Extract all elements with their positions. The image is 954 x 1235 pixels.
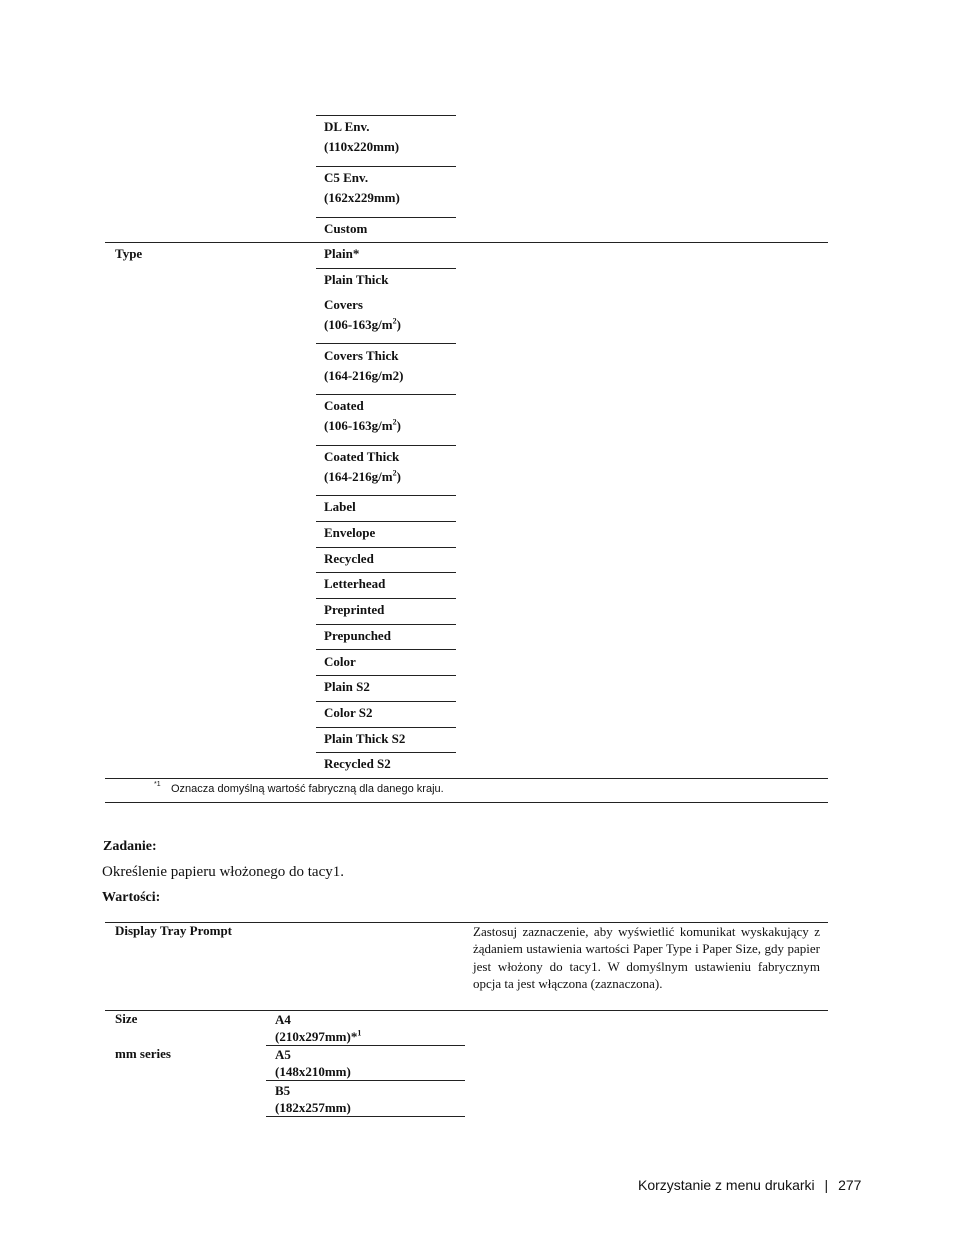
option-color-s2: Color S2 <box>324 705 373 720</box>
option-plain-thick: Plain Thick <box>324 272 389 287</box>
footnote-text: Oznacza domyślną wartość fabryczną dla danego kraju. <box>171 783 444 795</box>
size-option-a5: A5 (148x210mm) <box>275 1047 351 1079</box>
option-preprinted: Preprinted <box>324 602 385 617</box>
option-covers: Covers $(106-163g/m^2)$ <box>324 297 401 332</box>
page-number: 277 <box>838 1177 862 1193</box>
size-option-b5: B5 (182x257mm) <box>275 1083 351 1115</box>
type-label: Type <box>115 246 143 261</box>
page-footer <box>638 1177 861 1193</box>
mm-series-label: mm series <box>115 1046 171 1061</box>
option-recycled-s2: Recycled S2 <box>324 756 391 771</box>
option-coated-thick: Coated Thick $(164-216g/m^2)$ <box>324 449 401 484</box>
option-prepunched: Prepunched <box>324 628 391 643</box>
option-plain: Plain* <box>324 246 360 261</box>
option-letterhead: Letterhead <box>324 576 386 591</box>
option-label: Label <box>324 499 356 514</box>
footer-separator: | <box>824 1177 829 1193</box>
option-plain-s2: Plain S2 <box>324 679 370 694</box>
option-envelope: Envelope <box>324 525 376 540</box>
size-label: Size <box>115 1011 138 1026</box>
display-tray-prompt-label: Display Tray Prompt <box>115 923 233 938</box>
size-option-a4: A4 (210x297mm)*$^1$ <box>275 1012 362 1044</box>
task-text: Określenie papieru włożonego do tacy1. <box>102 864 344 880</box>
option-coated: Coated $(106-163g/m^2)$ <box>324 398 401 433</box>
footer-section-title: Korzystanie z menu drukarki <box>638 1177 815 1193</box>
footnote-mark: *1 <box>154 781 161 788</box>
task-heading: Zadanie: <box>103 839 157 854</box>
option-dl-env: DL Env. (110x220mm) <box>324 119 400 154</box>
option-c5-env: C5 Env. (162x229mm) <box>324 170 400 205</box>
values-heading: Wartości: <box>102 890 161 905</box>
option-custom: Custom <box>324 221 368 236</box>
option-recycled: Recycled <box>324 551 374 566</box>
option-plain-thick-s2: Plain Thick S2 <box>324 731 406 746</box>
display-tray-prompt-description: Zastosuj zaznaczenie, aby wyświetlić komunikat wyskakujący z żądaniem ustawienia wartości Paper Type i Paper Size, gdy papier jest włożony do tacy1. W domyślnym ustawieniu fabrycznym opcja ta jest włączona (zaznaczona). <box>473 924 820 991</box>
option-color: Color <box>324 654 356 669</box>
option-covers-thick: Covers Thick (164-216g/m2) <box>324 348 404 383</box>
